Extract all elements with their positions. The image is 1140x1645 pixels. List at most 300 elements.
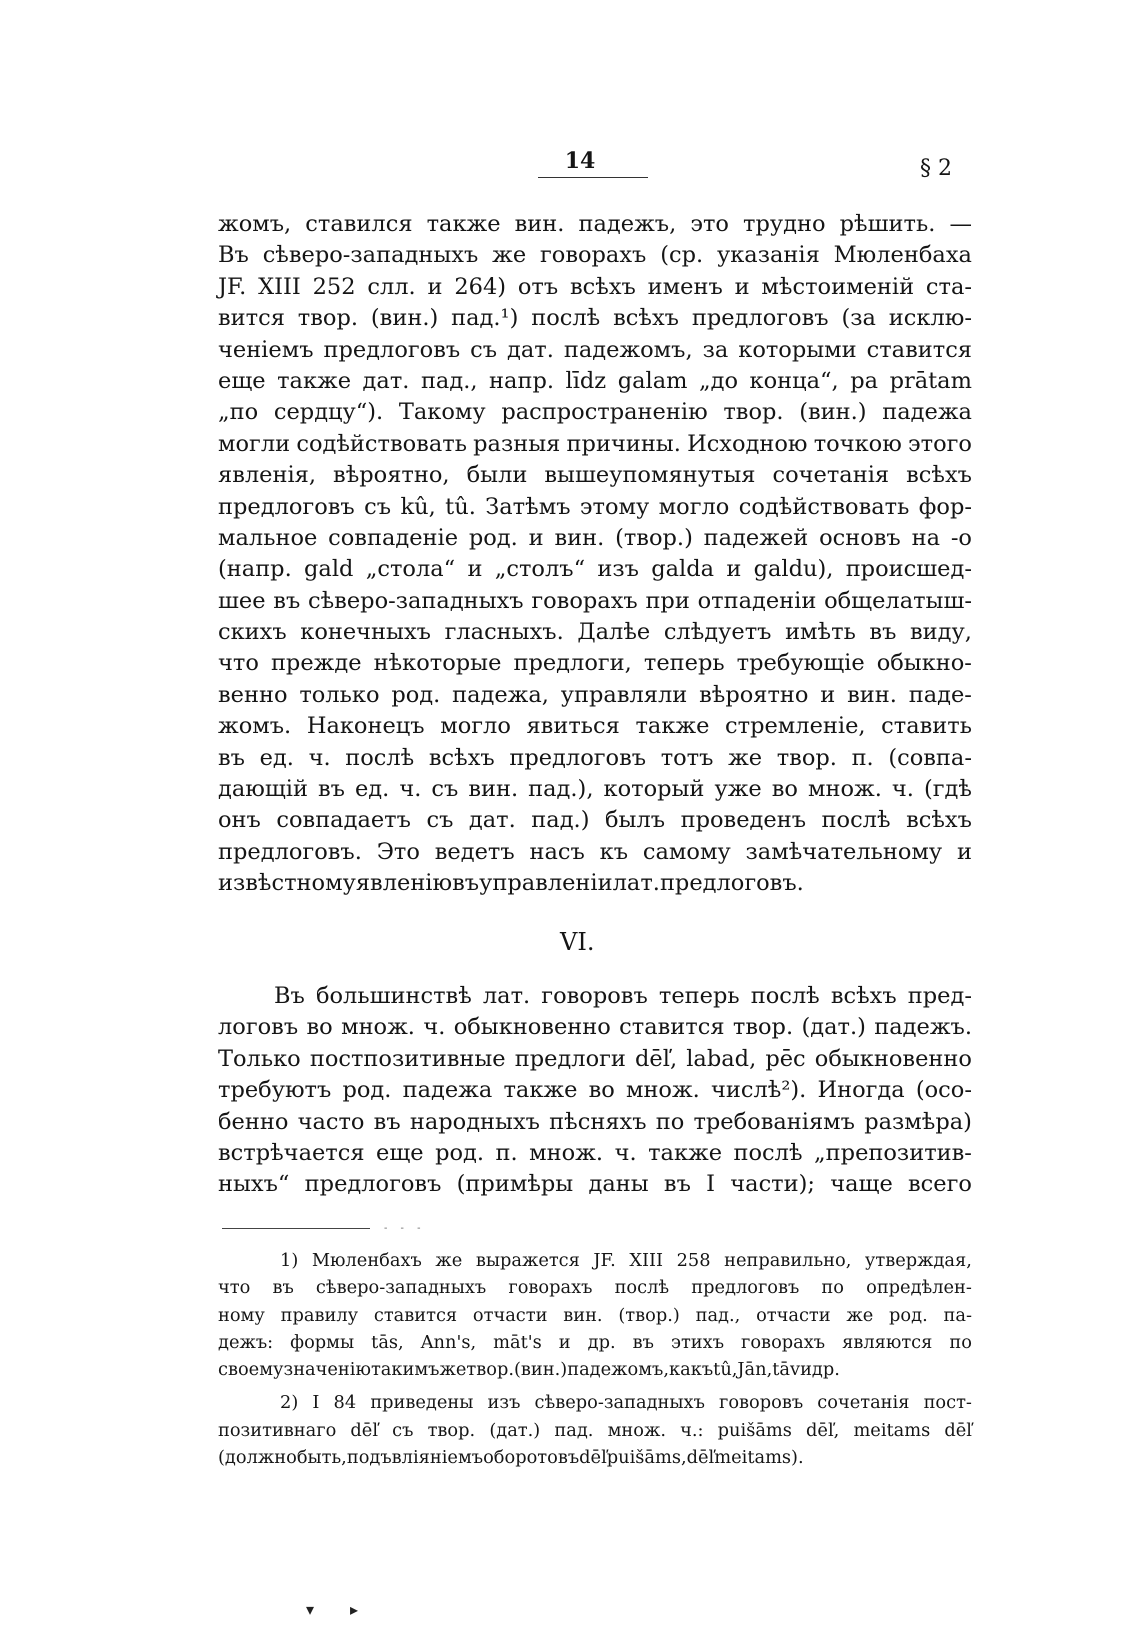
word: часто (297, 1108, 365, 1135)
text-line (218, 209, 972, 240)
word: фор- (918, 493, 972, 520)
word: всѣхъ (428, 744, 495, 771)
word: основъ (819, 524, 901, 551)
word: всего (908, 1171, 972, 1198)
word: ч. (423, 1014, 446, 1041)
word: „столъ“ (494, 556, 586, 583)
word: твор. (427, 1419, 476, 1441)
word: дат. (362, 367, 410, 394)
word: ч. (614, 1139, 637, 1166)
word: послѣ (345, 744, 415, 771)
word: говоровъ (541, 983, 648, 1009)
word: отчасти (756, 1304, 831, 1326)
word: puišāms (717, 1419, 792, 1441)
word: твор. (732, 1014, 794, 1041)
word: въ (218, 744, 245, 771)
word: сѣверо-западныхъ (308, 587, 524, 614)
footnote-2 (218, 1389, 972, 1471)
word: нѣкоторые (373, 650, 502, 677)
word: именъ (647, 273, 723, 300)
text-line (218, 1302, 972, 1329)
word: же (439, 1359, 467, 1381)
word: въ (869, 619, 897, 646)
word: части); (730, 1171, 815, 1198)
word: говоровъ (719, 1392, 804, 1414)
word: неправильно, (724, 1250, 852, 1271)
footnotes (218, 1247, 972, 1471)
word: явленію (355, 870, 453, 897)
word: лат. (482, 983, 531, 1009)
word: трудно (743, 211, 826, 237)
text-line (218, 1444, 972, 1471)
word: были (466, 462, 528, 489)
word: еще (376, 1139, 424, 1166)
word: твор. (297, 305, 359, 332)
text-line (218, 240, 972, 271)
word: пад., (695, 1304, 741, 1326)
word: онъ (218, 807, 261, 834)
word: вин. (468, 776, 519, 803)
word: этого (908, 430, 972, 457)
word: множ. (607, 1419, 666, 1441)
word: 264) (454, 273, 507, 300)
word: что (218, 1277, 251, 1299)
text-line (218, 272, 972, 303)
word: meitams (853, 1419, 931, 1441)
word: подъ (346, 1447, 392, 1469)
text-line (218, 1044, 972, 1075)
word: изъ (487, 1392, 521, 1414)
word: изъ (597, 556, 639, 583)
word: dēľ (579, 1447, 607, 1469)
section-heading: VI. (560, 928, 595, 956)
text-line (218, 492, 972, 523)
text-line (218, 1417, 972, 1444)
word: являются (842, 1331, 933, 1353)
word: и (726, 556, 742, 583)
word: и (427, 273, 443, 300)
word: падежей (703, 524, 809, 551)
word: пад.), (528, 776, 594, 803)
word: вѣроятно, (333, 462, 450, 489)
word: слѣдуетъ (663, 619, 772, 646)
word: сочетанія (772, 462, 890, 489)
word: tû, (713, 1359, 738, 1381)
word: puišāms, (606, 1447, 687, 1469)
word: Далѣе (577, 619, 651, 646)
word: приведены (370, 1392, 474, 1414)
word: въ (632, 1331, 654, 1353)
word: XIII (629, 1250, 664, 1271)
word: управленіи (479, 870, 613, 897)
word: māt's (493, 1331, 542, 1353)
word: также (426, 211, 501, 237)
word: ед. (259, 744, 294, 771)
footnote-separator (222, 1228, 370, 1229)
word: выражется (475, 1250, 580, 1271)
word: Только (218, 1045, 301, 1072)
word: ченіемъ (218, 336, 314, 363)
word: также (503, 1077, 578, 1104)
word: явиться (526, 713, 620, 740)
word: съ (470, 336, 498, 363)
word: что (218, 650, 259, 677)
word: род. (435, 1139, 485, 1166)
word: въ (663, 1171, 691, 1198)
word: Мюленбаха (833, 242, 972, 269)
word: какъ (669, 1359, 714, 1381)
word: числѣ²). (711, 1077, 807, 1104)
word: пред- (907, 983, 972, 1009)
word: послѣ (531, 305, 601, 332)
text-line (218, 868, 972, 899)
word: вѣроятно (699, 681, 809, 708)
word: „препозитив- (814, 1139, 972, 1166)
word: предлоговъ (691, 305, 829, 332)
word: жомъ. (218, 713, 292, 740)
page-number: 14 (564, 148, 596, 174)
word: пад., (420, 367, 478, 394)
word: ставится (866, 336, 972, 363)
word: рѣшить. (839, 211, 936, 237)
word: и (957, 838, 972, 865)
word: ед. (354, 776, 390, 803)
word: дат. (468, 807, 516, 834)
word: же (492, 242, 527, 269)
word: говорахъ (741, 1331, 826, 1353)
word: па- (943, 1304, 972, 1326)
word: оборотовъ (483, 1447, 580, 1469)
word: предлоговъ (509, 744, 647, 771)
word: во (306, 1014, 333, 1041)
word: род. (889, 1304, 928, 1326)
text-line (218, 1356, 972, 1383)
text-line (218, 303, 972, 334)
word: всѣхъ (906, 462, 972, 489)
word: теперь (658, 983, 740, 1009)
word: происшед- (845, 556, 972, 583)
word: отчасти (472, 1304, 548, 1326)
word: 1) (280, 1250, 299, 1271)
word: (ср. (660, 242, 704, 269)
body-paragraph-2 (218, 981, 972, 1201)
word: своему (218, 1359, 284, 1381)
word: всѣхъ (613, 305, 679, 332)
word: вліяніемъ (391, 1447, 484, 1469)
word: конечныхъ (300, 619, 431, 646)
word: въ (317, 776, 345, 803)
word: Иногда (817, 1077, 905, 1104)
word: всѣхъ (570, 273, 636, 300)
word: виду, (910, 619, 972, 646)
word: который (603, 776, 705, 803)
word: скихъ (218, 619, 287, 646)
word: 258 (676, 1250, 711, 1271)
text-line (218, 1075, 972, 1106)
word: I (706, 1171, 716, 1198)
word: пад.) (531, 807, 590, 834)
text-line (218, 774, 972, 805)
text-line (218, 1138, 972, 1169)
text-line (218, 460, 972, 491)
word: множ. (807, 776, 882, 803)
word: исклю- (888, 305, 972, 332)
word: „до (698, 367, 739, 394)
word: labad, (686, 1045, 757, 1072)
word: бенно (218, 1108, 289, 1135)
word: pēc (765, 1045, 806, 1072)
word: твор. (466, 1359, 514, 1381)
word: послѣ (750, 983, 820, 1009)
word: prātam (889, 367, 972, 394)
word: разныя (473, 430, 561, 457)
word: падежъ. (874, 1014, 972, 1041)
word: по (821, 1277, 844, 1299)
word: ныхъ“ (218, 1171, 290, 1198)
word: др. (587, 1331, 616, 1353)
word: Это (376, 838, 420, 865)
text-line (218, 523, 972, 554)
word: имѣть (785, 619, 856, 646)
word: прежде (270, 650, 362, 677)
word: Jān, (737, 1359, 773, 1381)
word: сѣверо-западныхъ (315, 1277, 487, 1299)
word: и (467, 556, 483, 583)
word: общелатыш- (824, 587, 972, 614)
word: предлоговъ (218, 493, 355, 520)
word: въ (373, 1108, 401, 1135)
word: логовъ (218, 1014, 299, 1041)
word: падежомъ, (567, 1359, 670, 1381)
word: ч. (399, 776, 422, 803)
word: līdz (565, 367, 607, 394)
word: также (277, 367, 352, 394)
word: опредѣлен- (866, 1277, 972, 1299)
word: gald (304, 556, 354, 583)
word: предлоговъ (304, 1171, 442, 1198)
text-line (218, 366, 972, 397)
word: обыкно- (876, 650, 972, 677)
word: падежомъ, (563, 336, 693, 363)
word: во (588, 1077, 615, 1104)
word: требуютъ (218, 1077, 332, 1104)
word: былъ (605, 807, 666, 834)
word: формы (290, 1331, 355, 1353)
footnote-separator-dots: - - - (384, 1223, 426, 1234)
word: слл. (367, 273, 416, 300)
word: предлоговъ. (659, 870, 804, 897)
word: только (299, 681, 380, 708)
word: kû, (400, 493, 436, 520)
word: мальное (218, 524, 318, 551)
text-line (218, 1012, 972, 1043)
word: тотъ (660, 744, 714, 771)
word: ставился (305, 211, 413, 237)
word: которыми (738, 336, 857, 363)
word: (гдѣ (923, 776, 972, 803)
word: жомъ, (218, 211, 292, 237)
word: п. (495, 1139, 518, 1166)
word: вин. (847, 681, 897, 708)
page-number-underline (538, 177, 648, 178)
word: и (820, 681, 836, 708)
text-line (218, 554, 972, 585)
word: это (690, 211, 729, 237)
text-line (218, 711, 972, 742)
word: предлоговъ (323, 336, 461, 363)
word: dēľ, (635, 1045, 678, 1072)
word: совпадаетъ (276, 807, 411, 834)
text-line (218, 837, 972, 868)
word: съ (426, 807, 454, 834)
word: конца“, (749, 367, 839, 394)
word: вышеупомянутыя (544, 462, 756, 489)
word: содѣйствовать (296, 430, 467, 457)
word: (твор.) (615, 524, 693, 551)
word: же (435, 1250, 463, 1271)
word: падежъ, (578, 211, 677, 237)
word: въ (272, 1277, 294, 1299)
word: Затѣмъ (485, 493, 571, 520)
word: XIII (258, 273, 301, 300)
text-line (218, 617, 972, 648)
word: обыкновенно (453, 1014, 611, 1041)
word: др. (811, 1359, 840, 1381)
word: дающій (218, 776, 308, 803)
word: пад. (554, 1419, 594, 1441)
word: и (800, 1359, 812, 1381)
word: быть, (296, 1447, 347, 1469)
word: множ. (625, 1077, 700, 1104)
word: п. (851, 744, 874, 771)
word: стремленіе, (725, 713, 866, 740)
word: galam (617, 367, 688, 394)
text-line (218, 1169, 972, 1200)
word: (вин.) (513, 1359, 568, 1381)
word: встрѣчается (218, 1139, 365, 1166)
text-line (218, 743, 972, 774)
word: въ (273, 587, 301, 614)
word: (совпа- (888, 744, 972, 771)
word: ч. (308, 744, 331, 771)
word: 2) (280, 1392, 299, 1414)
word: падежа, (452, 681, 549, 708)
word: 252 (312, 273, 356, 300)
word: шее (218, 587, 266, 614)
word: чаще (830, 1171, 893, 1198)
word: и (558, 1331, 571, 1353)
text-line (218, 1389, 972, 1416)
word: предлоговъ (691, 1277, 800, 1299)
word: дат. (507, 336, 554, 363)
word: также (635, 713, 710, 740)
word: позитивнаго (218, 1419, 337, 1441)
word: ставится (373, 1304, 458, 1326)
word: обыкновенно (814, 1045, 972, 1072)
word: явленія, (218, 462, 317, 489)
word: предлоги, (513, 650, 632, 677)
text-line (218, 335, 972, 366)
text-line (218, 429, 972, 460)
word: род. (468, 524, 518, 551)
word: dēľ, (806, 1419, 840, 1441)
word: падежа (882, 399, 972, 426)
word: уже (714, 776, 762, 803)
word: говорахъ (539, 242, 647, 269)
word: содѣйствовать (738, 493, 910, 520)
word: (вин.) (799, 399, 867, 426)
word: на (911, 524, 940, 551)
word: твор. (723, 399, 784, 426)
scan-mark: ▸ (350, 1600, 359, 1619)
word: теперь (643, 650, 725, 677)
word: „стола“ (365, 556, 456, 583)
word: множ. (341, 1014, 415, 1041)
word: этихъ (671, 1331, 725, 1353)
word: (дат.) (489, 1419, 541, 1441)
word: Наконецъ (306, 713, 425, 740)
word: и (734, 273, 750, 300)
word: говорахъ (508, 1277, 593, 1299)
word: Ann's, (420, 1331, 477, 1353)
word: Исходною (687, 430, 808, 457)
word: dēľ (944, 1419, 972, 1441)
text-line (218, 981, 972, 1012)
word: управляли (560, 681, 688, 708)
word: вин. (563, 1304, 603, 1326)
word: Мюленбахъ (311, 1250, 422, 1271)
word: лат. (612, 870, 660, 897)
word: ч. (891, 776, 914, 803)
word: отпаденіи (697, 587, 817, 614)
word: сѣверо-западныхъ (534, 1392, 705, 1414)
text-line (218, 1247, 972, 1274)
word: по (655, 1108, 685, 1135)
word: (твор.) (618, 1304, 680, 1326)
word: могли (218, 430, 291, 457)
word: (примѣры (456, 1171, 574, 1198)
word: — (949, 211, 972, 237)
word: (за (841, 305, 876, 332)
word: Такому (398, 399, 486, 426)
word: вин. (514, 211, 565, 237)
word: ставить (881, 713, 972, 740)
word: tās, (371, 1331, 404, 1353)
word: по (949, 1331, 972, 1353)
word: (напр. (218, 556, 292, 583)
word: же (846, 1304, 874, 1326)
word: паде- (908, 681, 972, 708)
word: отъ (517, 273, 559, 300)
word: galda (651, 556, 715, 583)
word: JF. (593, 1250, 616, 1271)
text-line (218, 680, 972, 711)
text-line (218, 1107, 972, 1138)
scan-mark: ▾ (306, 1600, 315, 1619)
word: род. (342, 1077, 392, 1104)
word: правилу (280, 1304, 359, 1326)
word: въ (452, 870, 480, 897)
word: послѣ (733, 1139, 803, 1166)
word: пост- (923, 1392, 972, 1414)
word: pa (850, 367, 879, 394)
word: также (648, 1139, 723, 1166)
word: большинствѣ (315, 983, 472, 1009)
word: дежъ: (218, 1331, 274, 1353)
word: этому (579, 493, 650, 520)
word: I (312, 1392, 320, 1414)
word: распространенію (501, 399, 708, 426)
